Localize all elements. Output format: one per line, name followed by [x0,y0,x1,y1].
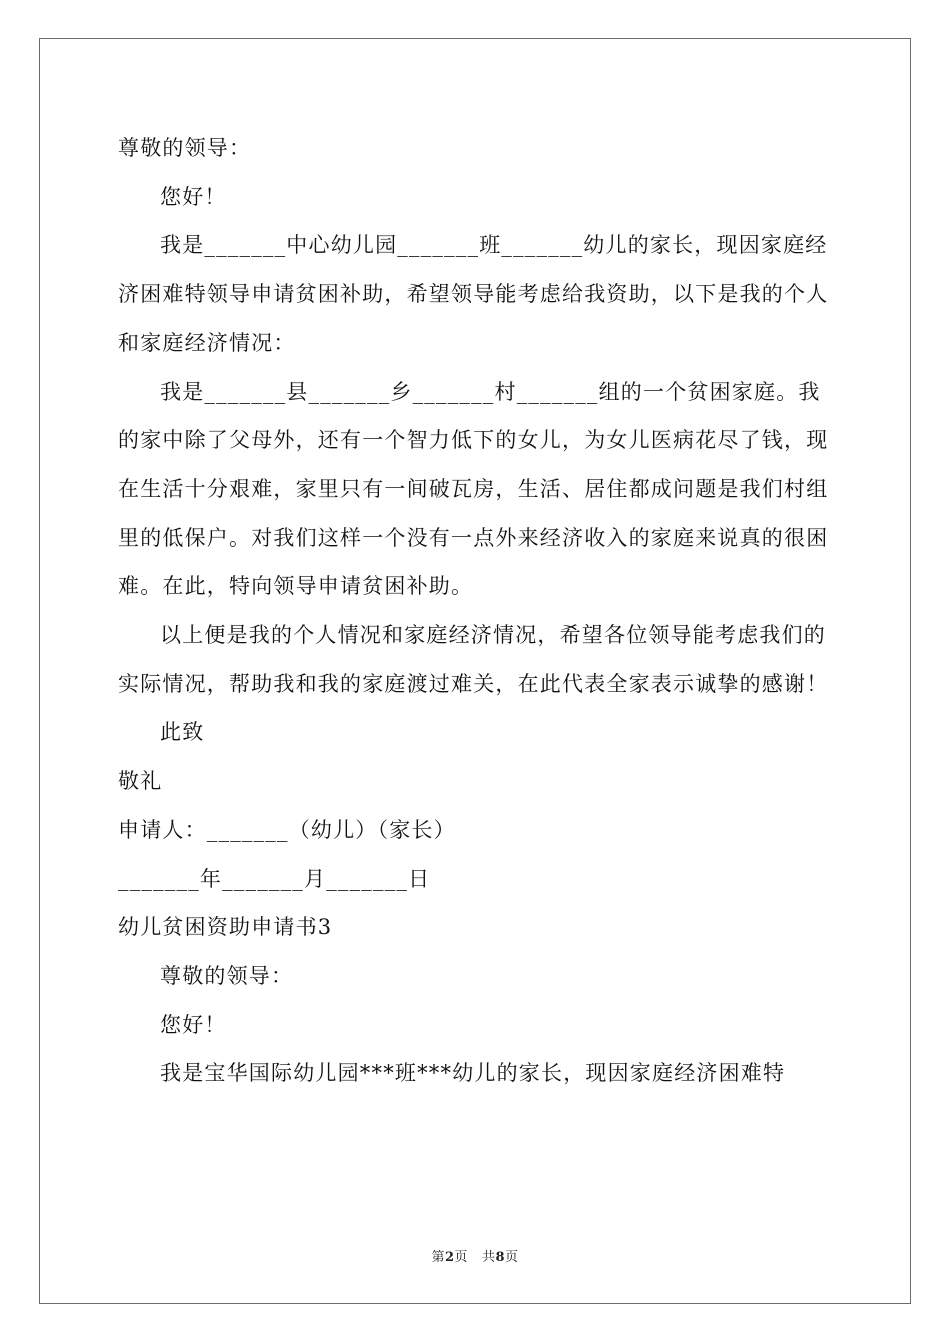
paragraph: 尊敬的领导： [118,136,252,160]
applicant-line: 申请人：_______（幼儿）（家长） [118,817,456,842]
closing-respect: 敬礼 [118,769,163,794]
total-prefix: 共 [481,1250,496,1265]
total-unit: 页 [505,1250,519,1265]
paragraph: 以上便是我的个人情况和家庭经济情况，希望各位领导能考虑我们的实际情况，帮助我和我的家庭渡过难关，在此代表全家表示诚挚的感谢！ [118,623,829,696]
page-footer [0,1246,950,1265]
closing-salutation: 此致 [160,720,205,745]
paragraph: 我是_______县_______乡_______村_______组的一个贫困家庭。我的家中除了父母外，还有一个智力低下的女儿，为女儿医病花尽了钱，现在生活十分艰难，家里只有一间破瓦房，生活、居住都成问题是我们村组里的低保户。对我们这样一个没有一点外来经济收入的家庭来说真的很困难。在此，特向领导申请贫困补助。 [118,379,829,599]
date-line: _______年_______月_______日 [118,866,431,891]
section-title: 幼儿贫困资助申请书3 [118,915,333,940]
paragraph: 您好！ [160,1012,227,1037]
page-prefix: 第 [431,1250,445,1265]
page-unit: 页 [454,1250,469,1265]
document-body [118,124,834,1098]
paragraph: 我是宝华国际幼儿园***班***幼儿的家长，现因家庭经济困难特 [160,1061,786,1086]
paragraph: 您好！ [160,184,227,209]
paragraph: 尊敬的领导： [160,963,294,988]
page-current: 2 [444,1250,455,1265]
page-total: 8 [495,1250,506,1265]
paragraph: 我是_______中心幼儿园_______班_______幼儿的家长，现因家庭经济困难特领导申请贫困补助，希望领导能考虑给我资助，以下是我的个人和家庭经济情况： [118,233,829,355]
